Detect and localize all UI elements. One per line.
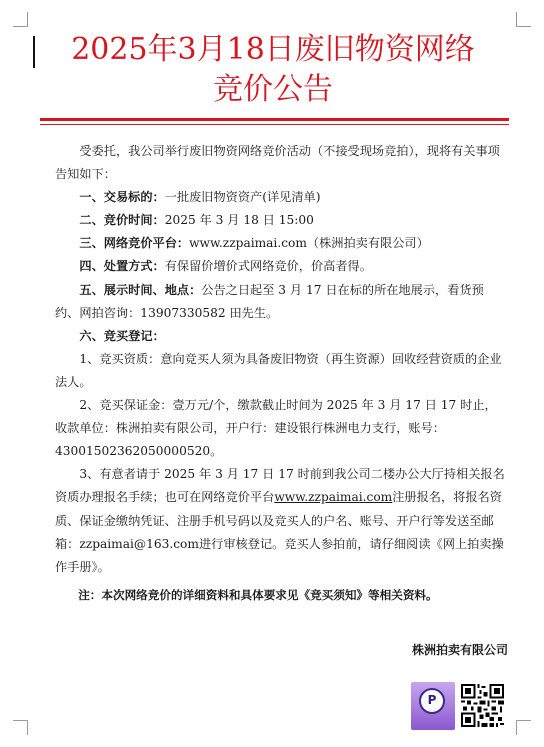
page-corner-mark [516,720,531,735]
item-subject: 一、交易标的：一批废旧物资资产(详见清单) [79,190,321,205]
page-corner-mark [13,720,28,735]
emblem-ring: P [419,688,445,714]
intro-paragraph: 受委托，我公司举行废旧物资网络竞价活动（不接受现场竞拍），现将有关事项告知如下： [55,144,500,182]
title-line-1: 2025年3月18日废旧物资网络 [71,32,475,67]
clause-qualification: 1、竞买资质：意向竞买人须为具备废旧物资（再生资源）回收经营资质的企业法人。 [55,351,502,389]
text-cursor[interactable] [33,36,35,68]
qr-code-icon [461,684,504,727]
item-platform: 三、网络竞价平台：www.zzpaimai.com（株洲拍卖有限公司） [79,236,429,251]
title-line-2: 竞价公告 [213,72,333,107]
platform-link[interactable]: www.zzpaimai.com（株洲拍卖有限公司） [189,236,429,251]
document-body [55,140,507,607]
auction-emblem-icon [411,682,455,730]
page-corner-mark [13,12,28,27]
company-signature: 株洲拍卖有限公司 [411,643,508,657]
page-corner-mark [516,12,531,27]
document-title [26,30,520,110]
item-method: 四、处置方式：有保留价增价式网络竞价，价高者得。 [79,259,372,274]
closing-note: 注：本次网络竞价的详细资料和具体要求见《竞买须知》等相关资料。 [78,587,438,602]
item-time: 二、竞价时间：2025 年 3 月 18 日 15:00 [79,213,314,228]
clause-deposit: 2、竞买保证金：壹万元/个，缴款截止时间为 2025 年 3 月 17 日 17 时止，收款单位：株洲拍卖有限公司，开户行：建设银行株洲电力支行，账号：43001502362050000520。 [55,398,497,459]
item-exhibition: 五、展示时间、地点：公告之日起至 3 月 17 日在标的所在地展示，看货预约、网拍咨询：13907330582 田先生。 [55,282,484,320]
title-divider-thick [40,118,509,121]
section-registration-heading: 六、竞买登记： [79,328,165,343]
title-divider-thin [40,124,509,125]
clause-registration: 3、有意者请于 2025 年 3 月 17 日 17 时前到我公司二楼办公大厅持相关报名资质办理报名手续；也可在网络竞价平台www.zzpaimai.com注册报名，将报名资质、保证金缴纳凭证、注册手机号码以及竞买人的户名、账号、开户行等发送至邮箱：zzpaimai@163.com进行审核登记。竞买人参拍前，请仔细阅读《网上拍卖操作手册》。 [55,467,505,574]
platform-url-link[interactable]: www.zzpaimai.com [274,490,393,505]
